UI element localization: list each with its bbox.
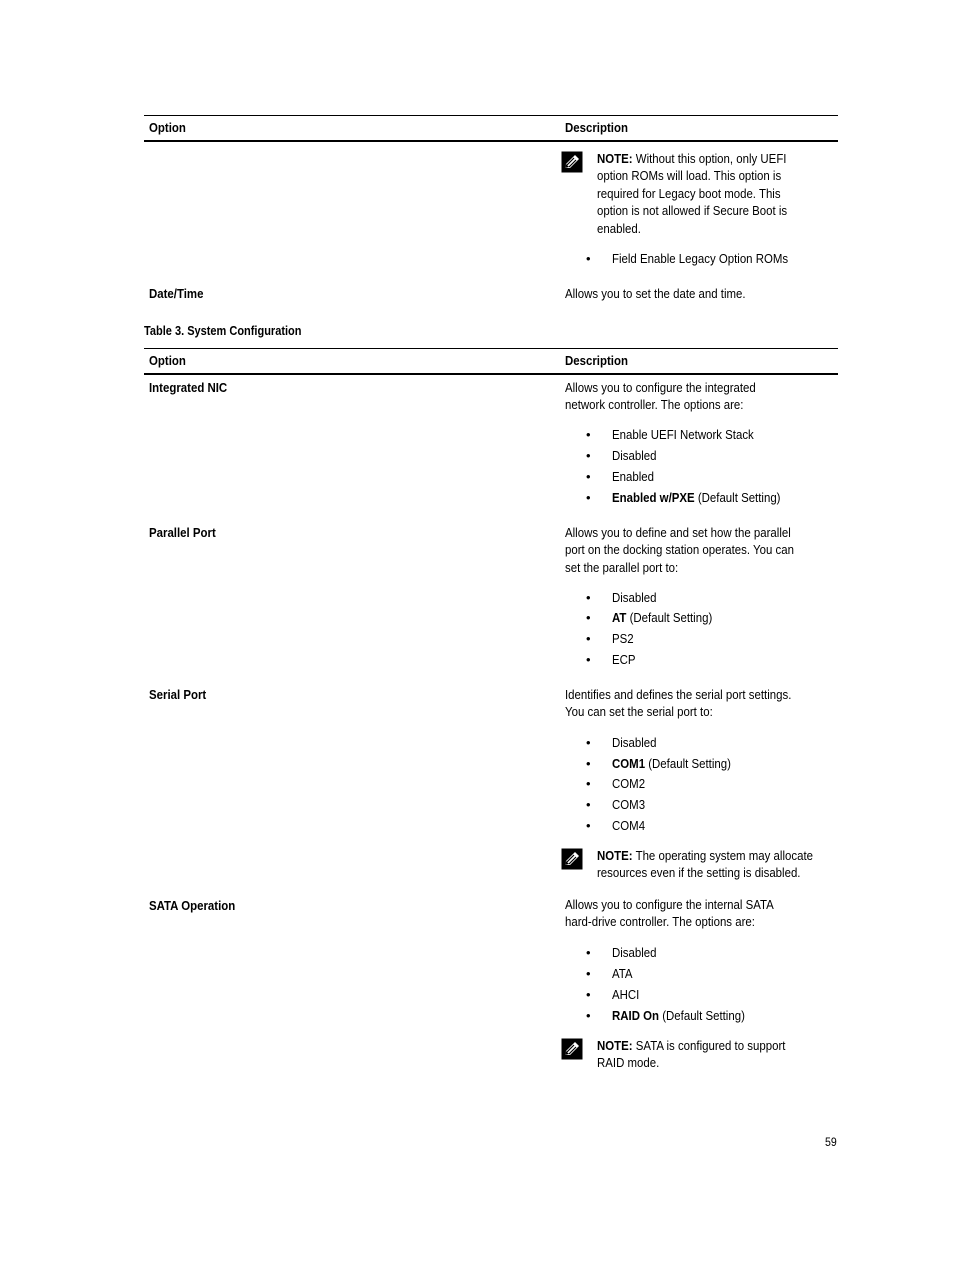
pencil-note-icon (561, 151, 583, 173)
bullet-dot: • (586, 1008, 591, 1023)
list-item: COM3 (612, 797, 646, 812)
note-label: NOTE: (597, 151, 633, 166)
bullet-dot: • (586, 427, 591, 442)
list-item: Field Enable Legacy Option ROMs (612, 251, 789, 266)
row-sata-operation-option: SATA Operation (149, 898, 236, 913)
table3-caption: Table 3. System Configuration (144, 324, 302, 338)
row-datetime-option: Date/Time (149, 286, 204, 301)
row-integrated-nic-description: Allows you to configure the integrated network controller. The options are: (565, 380, 756, 413)
bullet-dot: • (586, 631, 591, 646)
note-legacy: NOTE: Without this option, only UEFI option ROMs will load. This option is required for Legacy boot mode. This option is not allowed if Secure Boot is enabled. (597, 151, 788, 236)
row-sata-operation-description: Allows you to configure the internal SATA hard-drive controller. The options are: (565, 897, 774, 930)
row-datetime-description: Allows you to set the date and time. (565, 286, 746, 301)
table3-top-rule (144, 348, 838, 349)
row-integrated-nic-option: Integrated NIC (149, 380, 228, 395)
list-item-default: AT (Default Setting) (612, 610, 713, 625)
list-item: COM4 (612, 818, 646, 833)
list-item: Enabled (612, 469, 654, 484)
note-serial: NOTE: The operating system may allocate resources even if the setting is disabled. (597, 848, 813, 881)
bullet-dot: • (586, 490, 591, 505)
bullet-dot: • (586, 251, 591, 266)
table-top-rule (144, 115, 838, 116)
bullet-dot: • (586, 797, 591, 812)
list-item: Disabled (612, 735, 657, 750)
pencil-note-icon (561, 1038, 583, 1060)
list-item: PS2 (612, 631, 634, 646)
table3-header-rule (144, 373, 838, 375)
list-item: ATA (612, 966, 633, 981)
row-serial-port-option: Serial Port (149, 687, 207, 702)
list-item: Disabled (612, 590, 657, 605)
list-item: COM2 (612, 776, 646, 791)
bullet-dot: • (586, 590, 591, 605)
bullet-dot: • (586, 987, 591, 1002)
bullet-dot: • (586, 652, 591, 667)
list-item: AHCI (612, 987, 640, 1002)
note-label: NOTE: (597, 1038, 633, 1053)
list-item-default: Enabled w/PXE (Default Setting) (612, 490, 781, 505)
list-item-default: COM1 (Default Setting) (612, 756, 731, 771)
page-number: 59 (825, 1135, 837, 1149)
table3-header-description: Description (565, 353, 628, 368)
row-serial-port-description: Identifies and defines the serial port settings. You can set the serial port to: (565, 687, 792, 720)
pencil-note-icon (561, 848, 583, 870)
row-parallel-port-option: Parallel Port (149, 525, 216, 540)
bullet-dot: • (586, 818, 591, 833)
note-sata: NOTE: SATA is configured to support RAID mode. (597, 1038, 786, 1071)
bullet-dot: • (586, 469, 591, 484)
list-item: Enable UEFI Network Stack (612, 427, 754, 442)
note-label: NOTE: (597, 848, 633, 863)
bullet-dot: • (586, 945, 591, 960)
table-top-header-rule (144, 140, 838, 142)
bullet-dot: • (586, 776, 591, 791)
bullet-dot: • (586, 966, 591, 981)
table3-header-option: Option (149, 353, 186, 368)
row-parallel-port-description: Allows you to define and set how the parallel port on the docking station operates. You can set the parallel port to: (565, 525, 794, 575)
list-item: Disabled (612, 448, 657, 463)
list-item: ECP (612, 652, 636, 667)
bullet-dot: • (586, 448, 591, 463)
bullet-dot: • (586, 735, 591, 750)
table-top-header-option: Option (149, 120, 186, 135)
bullet-dot: • (586, 756, 591, 771)
table-top-header-description: Description (565, 120, 628, 135)
list-item-default: RAID On (Default Setting) (612, 1008, 745, 1023)
list-item: Disabled (612, 945, 657, 960)
bullet-dot: • (586, 610, 591, 625)
